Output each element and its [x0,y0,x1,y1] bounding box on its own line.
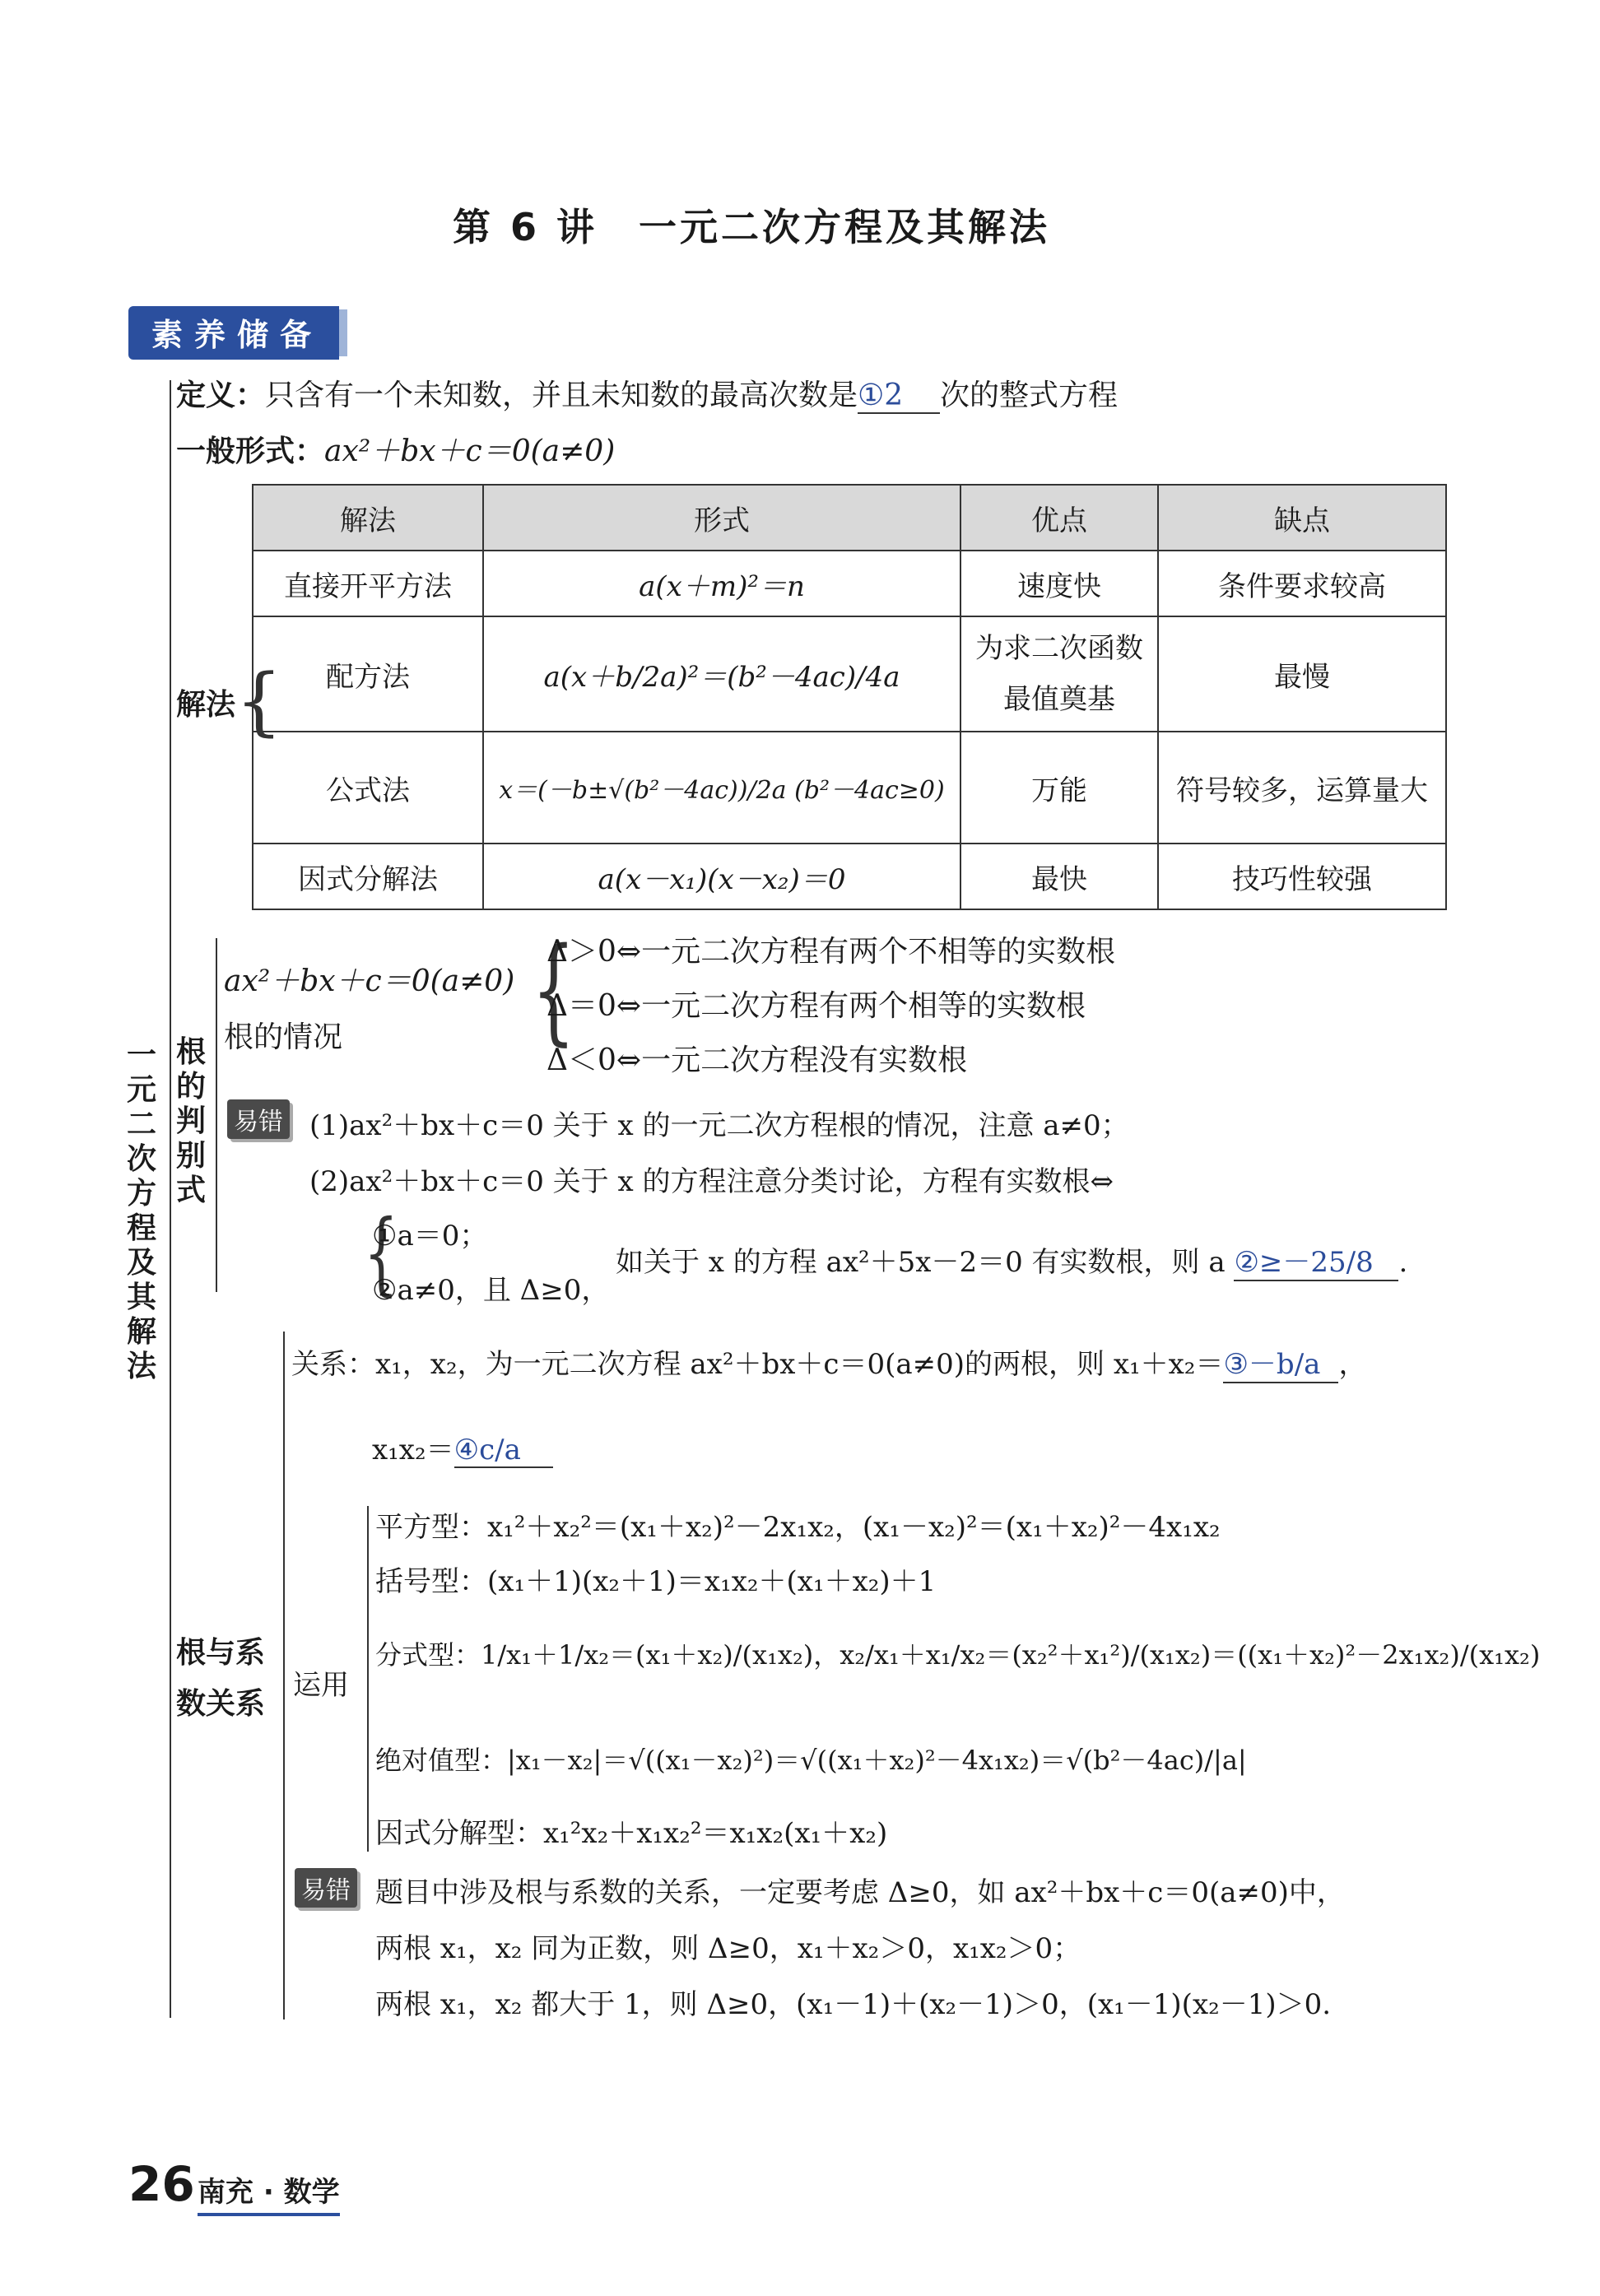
discriminant-equation: ax²＋bx＋c＝0(a≠0) [224,964,515,998]
main-brace-line [170,380,171,2018]
case-negative: Δ＜0⇔一元二次方程没有实数根 [547,1043,968,1077]
page-number: 26 [128,2156,195,2212]
methods-label: 解法 [176,688,236,722]
sub-case-a: ①a＝0； [372,1220,488,1253]
table-cell: a(x＋b/2a)²＝(b²－4ac)/4a [483,616,960,732]
product-text: x₁x₂＝ [372,1434,454,1466]
example-end: . [1398,1246,1408,1279]
table-cell: x＝(－b±√(b²－4ac))/2a (b²－4ac≥0) [483,732,960,844]
use-square: 平方型：x₁²＋x₂²＝(x₁＋x₂)²－2x₁x₂，(x₁－x₂)²＝(x₁＋x₂)²－4x₁x₂ [375,1511,1221,1544]
discriminant-mistake-2: (2)ax²＋bx＋c＝0 关于 x 的方程注意分类讨论，方程有实数根⇔ [309,1165,1114,1198]
relation-text: 关系：x₁，x₂，为一元二次方程 ax²＋bx＋c＝0(a≠0)的两根，则 x₁＋x₂＝ [291,1348,1224,1381]
discriminant-mistake-tag [227,1099,290,1139]
definition-text-after: 次的整式方程 [940,379,1119,412]
case-zero: Δ＝0⇔一元二次方程有两个相等的实数根 [547,989,1086,1023]
definition-text: 只含有一个未知数，并且未知数的最高次数是 [265,379,858,412]
relation-end: ， [1338,1348,1367,1381]
side-label: 一元二次方程及其解法 [126,1039,156,1383]
general-form-line [176,428,615,470]
table-cell: 因式分解法 [253,844,483,909]
table-header: 形式 [483,485,960,551]
use-absolute: 绝对值型：|x₁－x₂|＝√((x₁－x₂)²)＝√((x₁＋x₂)²－4x₁x₂)＝√(b²－4ac)/|a| [375,1745,1247,1776]
vieta-product [372,1427,553,1468]
discriminant-example [616,1239,1407,1281]
table-cell: 为求二次函数最值奠基 [960,616,1158,732]
use-factor: 因式分解型：x₁²x₂＋x₁x₂²＝x₁x₂(x₁＋x₂) [375,1817,888,1850]
vieta-mistake-tag-wrap [295,1868,357,1908]
cases-brace: { [531,923,576,1057]
vieta-mistake-line-1: 题目中涉及根与系数的关系，一定要考虑 Δ≥0，如 ax²＋bx＋c＝0(a≠0)中， [375,1876,1345,1909]
uses-brace-line [367,1506,369,1852]
table-header: 优点 [960,485,1158,551]
table-cell: 速度快 [960,551,1158,616]
product-answer: ④c/a [454,1434,553,1468]
table-header: 缺点 [1158,485,1446,551]
table-cell: 最快 [960,844,1158,909]
table-cell: 万能 [960,732,1158,844]
definition-label: 定义： [176,379,266,412]
use-label: 运用 [293,1669,349,1702]
definition-line [176,372,1118,414]
vieta-label: 根与系数关系 [176,1636,266,1721]
mistake-tag: 易错 [227,1099,290,1139]
section-badge: 素养储备 [128,306,339,360]
mistake-tag: 易错 [295,1868,357,1908]
table-cell: 配方法 [253,616,483,732]
methods-table [252,484,1447,910]
example-answer: ②≥－25/8 [1234,1239,1398,1281]
sub-brace: { [364,1200,398,1305]
discriminant-subject: 根的情况 [224,1020,343,1054]
use-fraction: 分式型：1/x₁＋1/x₂＝(x₁＋x₂)/(x₁x₂)，x₂/x₁＋x₁/x₂＝(x₂²＋x₁²)/(x₁x₂)＝((x₁＋x₂)²－2x₁x₂)/(x₁x₂) [375,1639,1541,1671]
page-title: 第 6 讲 一元二次方程及其解法 [453,205,1051,249]
table-cell: 符号较多，运算量大 [1158,732,1446,844]
table-row [253,844,1446,909]
table-cell: a(x＋m)²＝n [483,551,960,616]
vieta-mistake-line-3: 两根 x₁，x₂ 都大于 1，则 Δ≥0，(x₁－1)＋(x₂－1)＞0，(x₁－1)(x₂－1)＞0. [375,1988,1332,2021]
table-cell: 直接开平方法 [253,551,483,616]
discriminant-label: 根的判别式 [175,1035,206,1207]
vieta-mistake-line-2: 两根 x₁，x₂ 同为正数，则 Δ≥0，x₁＋x₂＞0，x₁x₂＞0； [375,1932,1081,1965]
use-bracket: 括号型：(x₁＋1)(x₂＋1)＝x₁x₂＋(x₁＋x₂)＋1 [375,1565,937,1598]
discriminant-mistake-1: (1)ax²＋bx＋c＝0 关于 x 的一元二次方程根的情况，注意 a≠0； [309,1109,1129,1142]
discriminant-brace-line [216,938,217,1292]
general-form-formula: ax²＋bx＋c＝0(a≠0) [324,435,616,468]
table-cell: 公式法 [253,732,483,844]
case-positive: Δ＞0⇔一元二次方程有两个不相等的实数根 [547,935,1116,969]
example-text: 如关于 x 的方程 ax²＋5x－2＝0 有实数根，则 a [616,1246,1226,1279]
vieta-brace-line [283,1332,285,2019]
methods-brace: { [235,658,283,745]
table-cell: 技巧性较强 [1158,844,1446,909]
table-row [253,551,1446,616]
table-header: 解法 [253,485,483,551]
table-cell: a(x－x₁)(x－x₂)＝0 [483,844,960,909]
general-form-label: 一般形式： [176,435,325,468]
table-cell: 条件要求较高 [1158,551,1446,616]
relation-answer: ③－b/a [1223,1341,1338,1383]
vieta-relation [291,1341,1366,1383]
table-cell: 最慢 [1158,616,1446,732]
definition-answer: ①2 [858,379,940,414]
sub-case-b: ②a≠0，且 Δ≥0， [372,1274,610,1307]
table-row [253,616,1446,732]
footer-book: 南充 · 数学 [198,2169,340,2216]
table-row [253,732,1446,844]
